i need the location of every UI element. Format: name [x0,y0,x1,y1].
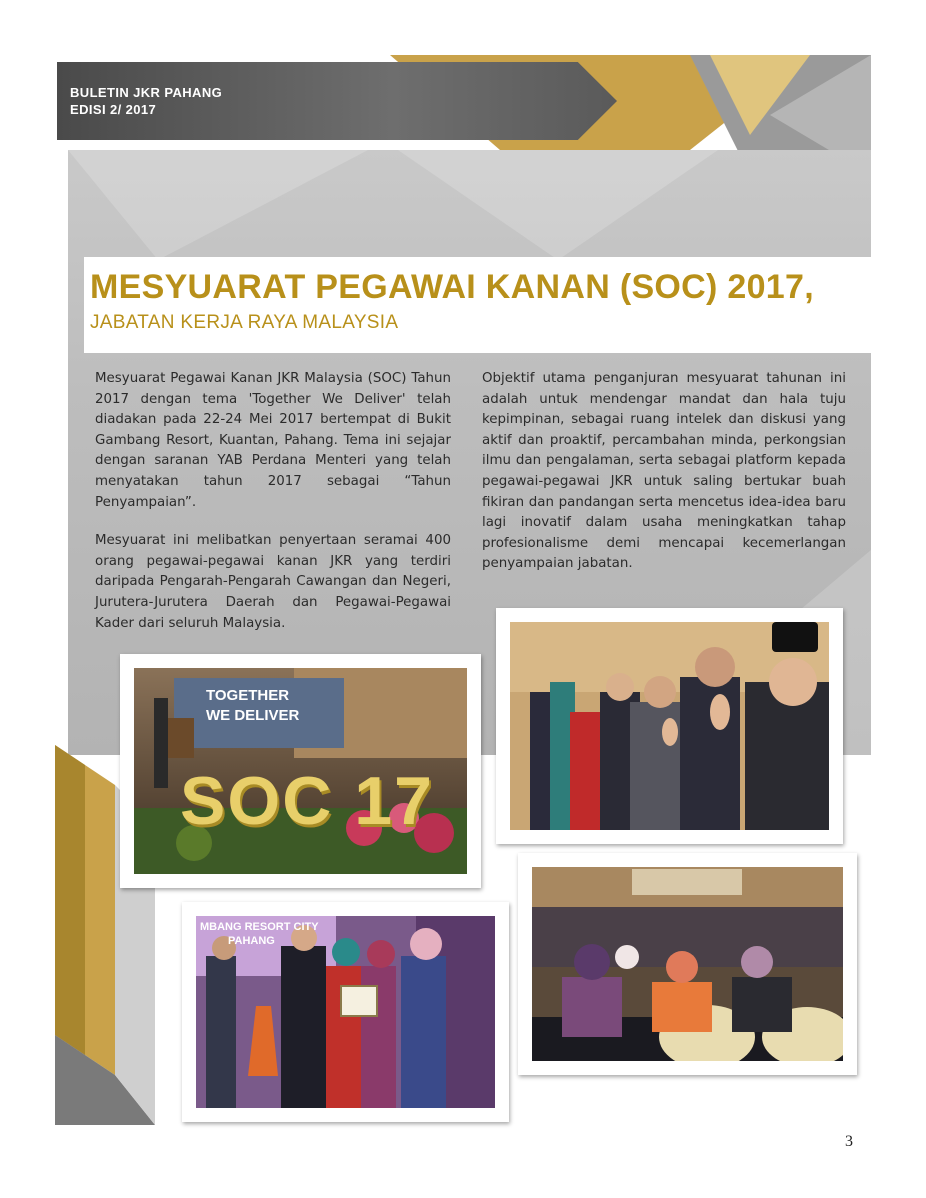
paragraph: Mesyuarat Pegawai Kanan JKR Malaysia (SOC) Tahun 2017 dengan tema 'Together We Deliver' telah diadakan pada 22-24 Mei 2017 bertempat di Bukit Gambang Resort, Kuantan, Pahang. Tema ini sejajar dengan saranan YAB Perdana Menteri yang telah menyatakan tahun 2017 sebagai “Tahun Penyampaian”. [95,371,451,510]
article-subtitle: JABATAN KERJA RAYA MALAYSIA [90,312,399,333]
award-banner-line1: MBANG RESORT CITY [200,921,319,933]
header-text [70,84,222,118]
article-title: MESYUARAT PEGAWAI KANAN (SOC) 2017, [90,268,814,306]
photo-award [182,902,509,1122]
paragraph: Objektif utama penganjuran mesyuarat tahunan ini adalah untuk mendengar mandat dan hala tuju kepimpinan, sebagai ruang intelek dan diskusi yang aktif dan proaktif, percambahan minda, perkongsian ilmu dan pengalaman, serta sebagai platform kepada pegawai-pegawai JKR untuk saling bertukar buah fikiran dan pandangan serta mencetus idea-idea baru lagi inovatif dalam usaha meningkatkan tahap profesionalisme demi mencapai kecemerlangan penyampaian jabatan. [482,371,846,572]
photo-oath [496,608,843,844]
oath-image [510,622,829,830]
edition: EDISI 2/ 2017 [70,102,157,117]
award-banner-text [200,920,319,948]
bulletin-name: BULETIN JKR PAHANG [70,85,223,100]
soc-letters: SOC 17 [180,763,434,839]
photo-audience [518,853,857,1075]
left-column [95,369,451,652]
paragraph: Mesyuarat ini melibatkan penyertaan seramai 400 orang pegawai-pegawai kanan JKR yang terdiri daripada Pengarah-Pengarah Cawangan dan Negeri, Jurutera-Jurutera Daerah dan Pegawai-Pegawai Kader dari seluruh Malaysia. [95,533,451,631]
page-number: 3 [845,1133,853,1150]
right-column [482,369,846,593]
stage-banner-text: TOGETHER WE DELIVER [206,687,300,724]
photo-stage [120,654,481,888]
audience-image [532,867,843,1061]
award-banner-line2: PAHANG [228,935,275,947]
